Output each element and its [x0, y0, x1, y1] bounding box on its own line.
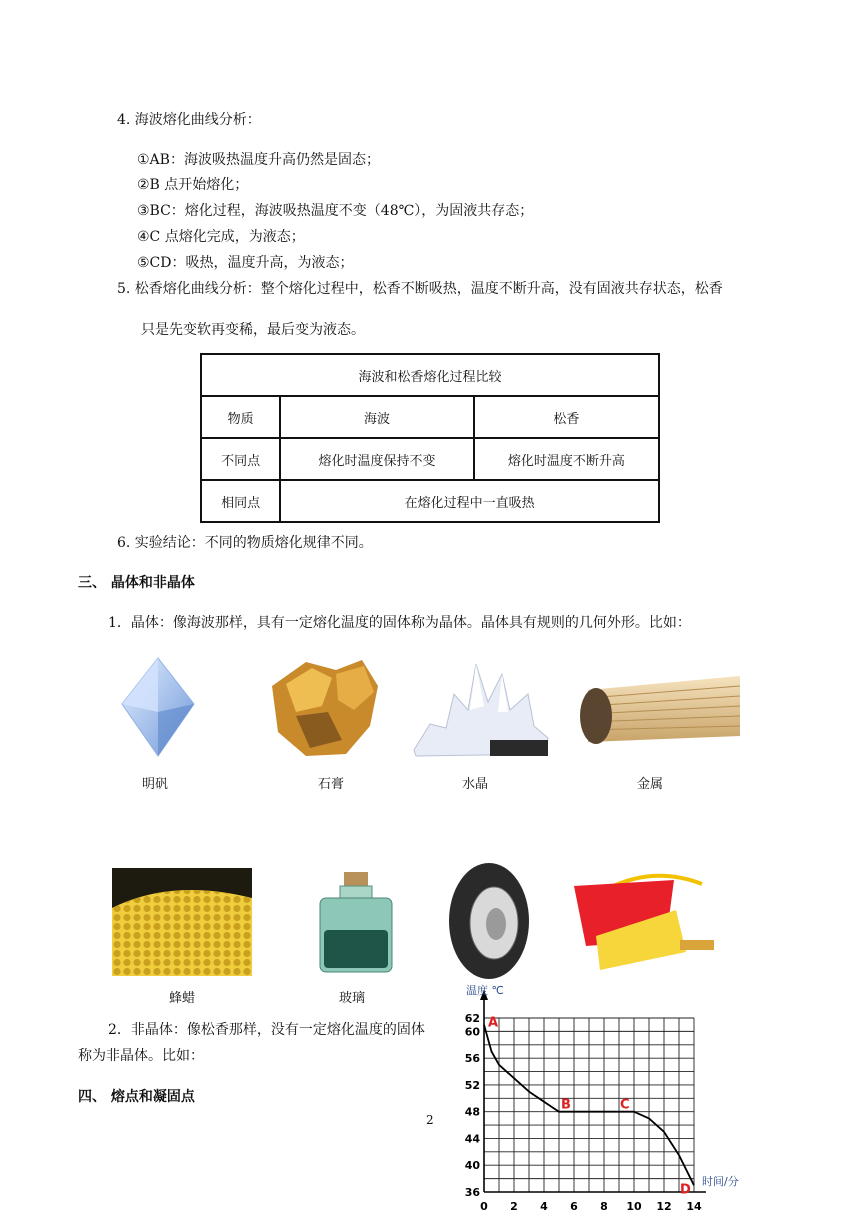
- table-header-cell: 物质: [201, 396, 280, 438]
- list-item-5-cont: 只是先变软再变稀，最后变为液态。: [141, 322, 365, 338]
- y-tick-label: 52: [464, 1078, 480, 1092]
- table-cell: 熔化时温度不断升高: [474, 438, 659, 480]
- y-tick-label: 36: [464, 1186, 480, 1199]
- glass-bottle-image: [316, 870, 396, 976]
- y-axis-label: 温度 ℃: [466, 984, 504, 997]
- y-tick-label: 44: [464, 1132, 480, 1146]
- y-tick-label: 62: [464, 1012, 480, 1025]
- image-caption: 石膏: [318, 777, 345, 792]
- amorphous-definition: 2．非晶体：像松香那样，没有一定熔化温度的固体: [108, 1022, 425, 1038]
- sub-item-4: ④C 点熔化完成，为液态；: [137, 229, 305, 245]
- image-caption: 金属: [637, 777, 664, 792]
- x-tick-label: 12: [656, 1200, 672, 1213]
- point-label: A: [488, 1015, 499, 1031]
- sub-item-2: ②B 点开始熔化；: [137, 177, 249, 193]
- x-tick-label: 6: [570, 1200, 578, 1213]
- crystal-definition: 1．晶体：像海波那样，具有一定熔化温度的固体称为晶体。晶体具有规则的几何外形。比如：: [108, 615, 691, 631]
- rubber-tire-image: [446, 860, 532, 982]
- x-tick-label: 8: [600, 1200, 608, 1213]
- table-header-cell: 松香: [474, 396, 659, 438]
- point-label: B: [561, 1097, 571, 1113]
- sub-item-1: ①AB：海波吸热温度升高仍然是固态；: [137, 152, 380, 168]
- x-tick-label: 14: [686, 1200, 702, 1213]
- table-cell: 相同点: [201, 480, 280, 522]
- x-tick-label: 0: [480, 1200, 488, 1213]
- section-heading-4: 四、 熔点和凝固点: [78, 1089, 195, 1105]
- image-caption: 玻璃: [339, 991, 366, 1006]
- quartz-crystal-image: [410, 654, 550, 758]
- x-axis-label: 时间/分: [702, 1175, 739, 1188]
- section-heading-3: 三、 晶体和非晶体: [78, 575, 195, 591]
- y-tick-label: 56: [464, 1052, 480, 1066]
- point-label: D: [680, 1182, 691, 1198]
- x-tick-label: 2: [510, 1200, 518, 1213]
- image-caption: 水晶: [462, 777, 489, 792]
- metal-rods-image: [578, 676, 742, 746]
- x-tick-label: 4: [540, 1200, 548, 1213]
- sub-item-5: ⑤CD：吸热，温度升高，为液态；: [137, 255, 354, 271]
- y-tick-label: 40: [464, 1159, 480, 1173]
- melting-curve-chart: [456, 980, 756, 1216]
- image-caption: 蜂蜡: [169, 991, 196, 1006]
- gypsum-crystal-image: [266, 656, 382, 760]
- amorphous-definition-cont: 称为非晶体。比如：: [78, 1048, 204, 1064]
- table-cell: 熔化时温度保持不变: [280, 438, 473, 480]
- list-item-5: 5. 松香熔化曲线分析：整个熔化过程中，松香不断吸热，温度不断升高，没有固液共存状态，松香: [117, 281, 723, 297]
- y-tick-label: 48: [464, 1105, 480, 1119]
- list-item-4: 4. 海波熔化曲线分析：: [117, 112, 261, 128]
- table-cell: 在熔化过程中一直吸热: [280, 480, 659, 522]
- table-header-cell: 海波: [280, 396, 473, 438]
- plastic-bucket-image: [566, 870, 718, 978]
- image-caption: 明矾: [142, 777, 169, 792]
- x-tick-label: 10: [626, 1200, 642, 1213]
- table-cell: 不同点: [201, 438, 280, 480]
- comparison-table: [200, 353, 660, 523]
- y-tick-label: 60: [464, 1025, 480, 1039]
- list-item-6: 6. 实验结论：不同的物质熔化规律不同。: [117, 535, 373, 551]
- page-number: 2: [426, 1113, 434, 1127]
- table-title: 海波和松香熔化过程比较: [201, 354, 659, 396]
- point-label: C: [620, 1097, 630, 1113]
- beeswax-honeycomb-image: [112, 868, 252, 976]
- sub-item-3: ③BC：熔化过程，海波吸热温度不变（48℃），为固液共存态；: [137, 203, 534, 219]
- alum-crystal-image: [118, 652, 198, 762]
